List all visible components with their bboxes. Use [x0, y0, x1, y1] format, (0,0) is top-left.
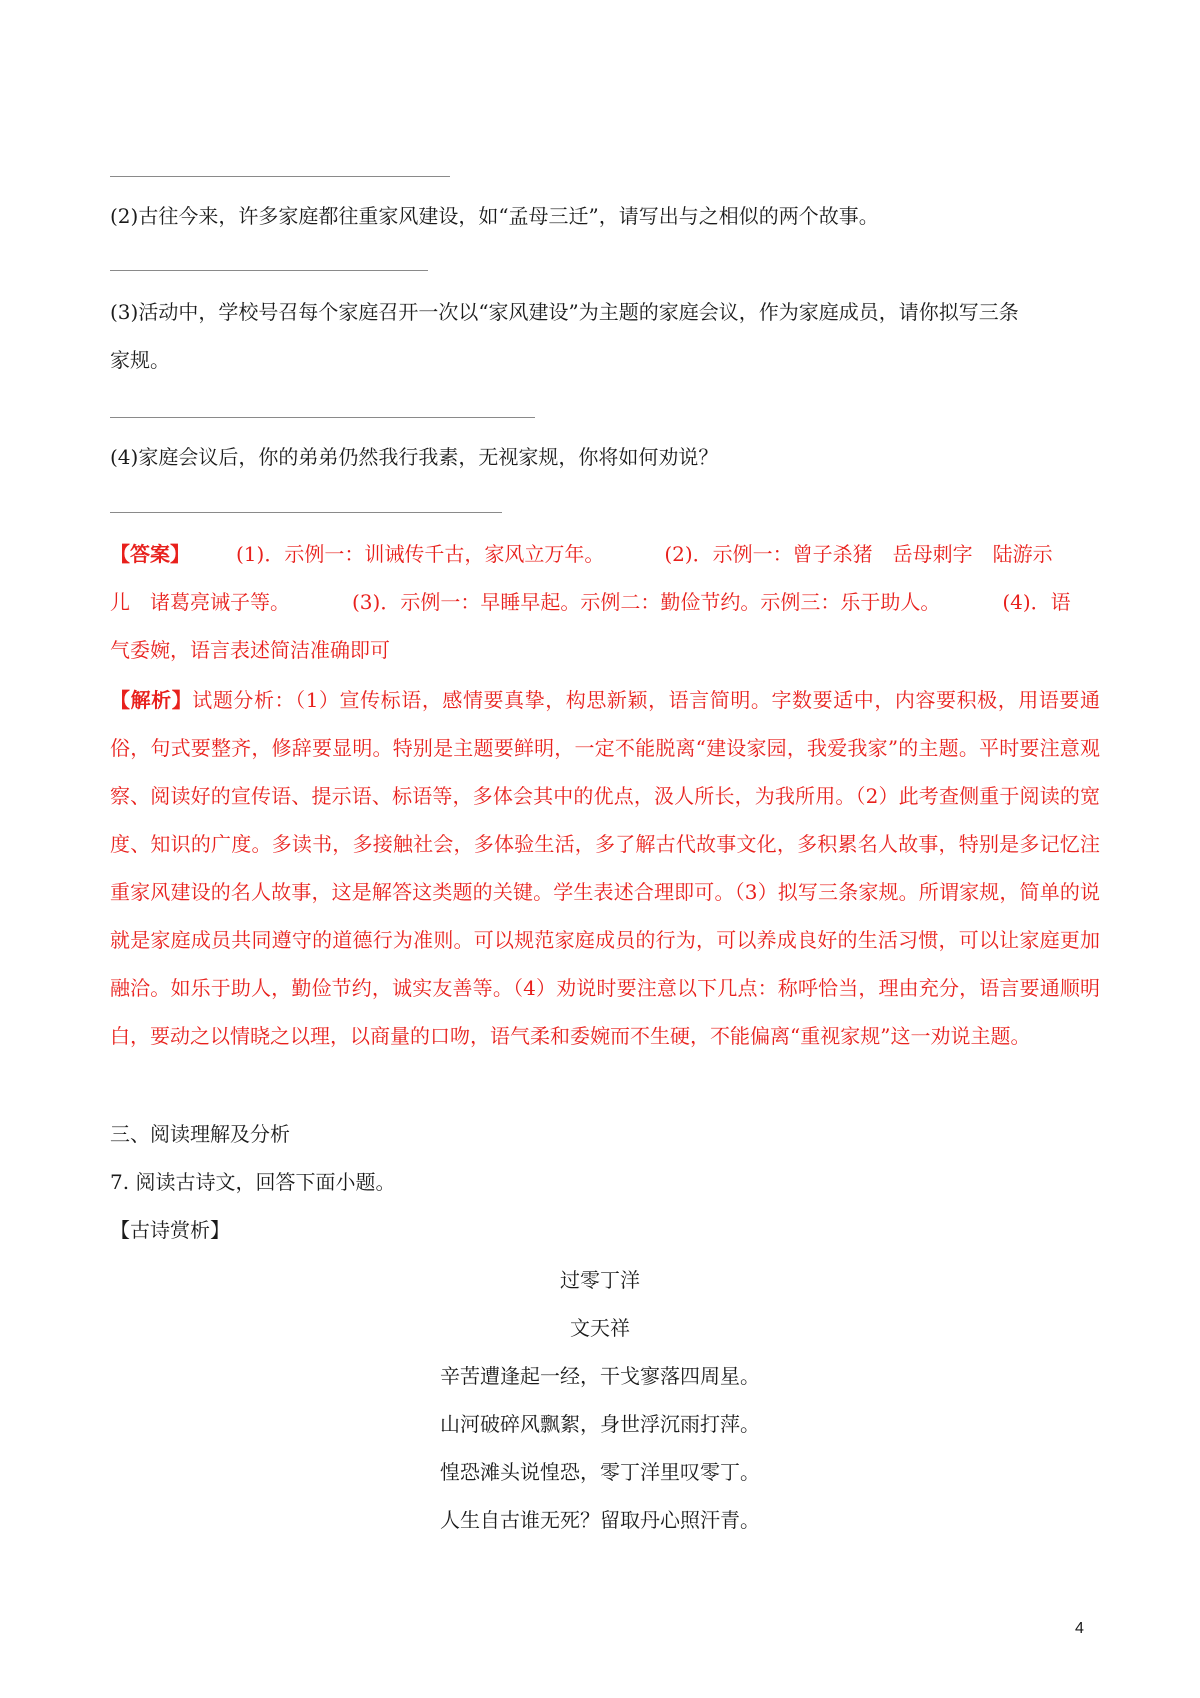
- poem-line: 人生自古谁无死？留取丹心照汗青。: [440, 1508, 760, 1532]
- answer-4: (4)．语: [1002, 590, 1071, 614]
- poem-line: 惶恐滩头说惶恐，零丁洋里叹零丁。: [440, 1460, 760, 1484]
- poem-line: 辛苦遭逢起一经，干戈寥落四周星。: [440, 1364, 760, 1388]
- question-3-line-2: 家规。: [110, 348, 170, 372]
- analysis-text: 试题分析：（1）宣传标语，感情要真挚，构思新颖，语言简明。字数要适中，内容要积极，用语要通俗，句式要整齐，修辞要显明。特别是主题要鲜明，一定不能脱离“建设家园，我爱我家”的主题。平时要注意观察、阅读好的宣传语、提示语、标语等，多体会其中的优点，汲人所长，为我所用。（2）此考查侧重于阅读的宽度、知识的广度。多读书，多接触社会，多体验生活，多了解古代故事文化，多积累名人故事，特别是多记忆注重家风建设的名人故事，这是解答这类题的关键。学生表述合理即可。（3）拟写三条家规。所谓家规，简单的说就是家庭成员共同遵守的道德行为准则。可以规范家庭成员的行为，可以养成良好的生活习惯，可以让家庭更加融洽。如乐于助人，勤俭节约，诚实友善等。（4）劝说时要注意以下几点：称呼恰当，理由充分，语言要通顺明白，要动之以情晓之以理，以商量的口吻，语气柔和委婉而不生硬，不能偏离“重视家规”这一劝说主题。: [110, 688, 1100, 1048]
- answer-line-1: [110, 540, 1100, 568]
- poem-title: 过零丁洋: [560, 1268, 640, 1292]
- poem-line: 山河破碎风飘絮，身世浮沉雨打萍。: [440, 1412, 760, 1436]
- answer-blank-line: [110, 512, 502, 513]
- answer-2-cont: 儿 诸葛亮诫子等。: [110, 590, 290, 614]
- answer-blank-line: [110, 270, 428, 271]
- analysis-paragraph: [110, 676, 1100, 1060]
- answer-blank-line: [110, 417, 535, 418]
- answer-tag: 【答案】: [110, 542, 190, 566]
- answer-line-2: [110, 588, 1100, 616]
- answer-2: (2)．示例一：曾子杀猪 岳母刺字 陆游示: [664, 542, 1053, 566]
- answer-line-3: 气委婉，语言表述简洁准确即可: [110, 638, 390, 662]
- question-2: (2)古往今来，许多家庭都往重家风建设，如“孟母三迁”，请写出与之相似的两个故事。: [110, 204, 879, 228]
- question-4: (4)家庭会议后，你的弟弟仍然我行我素，无视家规，你将如何劝说？: [110, 445, 719, 469]
- question-3-line-1: (3)活动中，学校号召每个家庭召开一次以“家风建设”为主题的家庭会议，作为家庭成员，请你拟写三条: [110, 300, 1019, 324]
- page-number: 4: [1075, 1620, 1084, 1637]
- answer-blank-line: [110, 176, 450, 177]
- answer-1: (1)．示例一：训诫传千古，家风立万年。: [236, 542, 605, 566]
- poem-label: 【古诗赏析】: [110, 1218, 230, 1242]
- section-heading: 三、阅读理解及分析: [110, 1122, 290, 1146]
- answer-3: (3)．示例一：早睡早起。示例二：勤俭节约。示例三：乐于助人。: [352, 590, 941, 614]
- analysis-tag: 【解析】: [110, 688, 193, 712]
- question-7: 7. 阅读古诗文，回答下面小题。: [110, 1170, 396, 1194]
- poem-author: 文天祥: [570, 1316, 630, 1340]
